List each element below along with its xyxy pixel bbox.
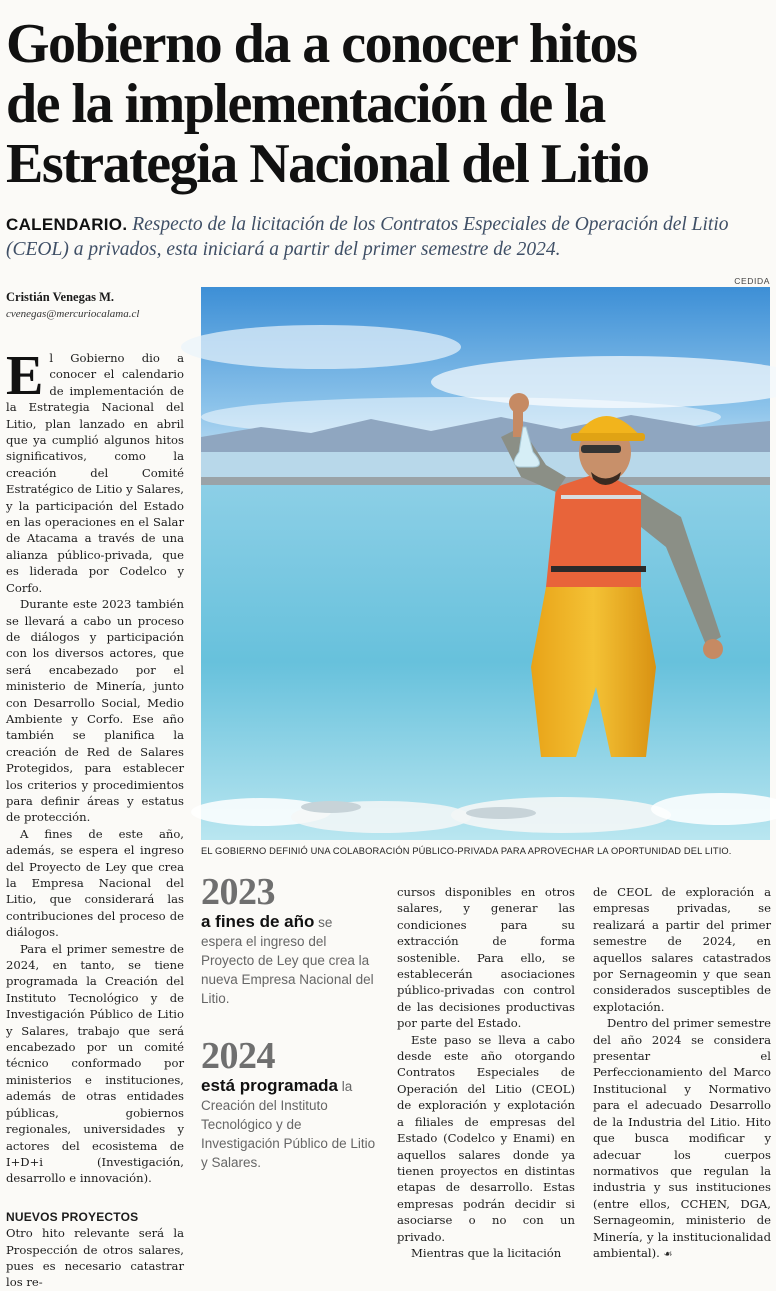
headline-line-3: Estrategia Nacional del Litio bbox=[6, 133, 649, 195]
deck-text: Respecto de la licitación de los Contratos Especiales de Operación del Litio (CEOL) a privados, esta iniciará a partir del primer semestre de 2024. bbox=[6, 214, 729, 260]
paragraph-3: A fines de este año, además, se espera el ingreso del Proyecto de Ley que crea la Empresa Nacional del Litio, que considerará las contribuciones del proceso de diálogos. bbox=[6, 826, 184, 940]
paragraph-1-text: l Gobierno dio a conocer el calendario de implementación de la Estrategia Nacional del Litio, plan lanzado en abril que ya cumplió algunos hitos significativos, como la creación del Comité Estratégico de Litio y Salares, y la participación del Estado en las operaciones en el Salar de Atacama a través de una alianza público-privada, que es liderada por Codelco y Corfo. bbox=[6, 351, 184, 595]
article-photo bbox=[201, 287, 770, 840]
body-column-4 bbox=[593, 884, 771, 1263]
deck-kicker: CALENDARIO. bbox=[6, 215, 128, 234]
paragraph-4: Para el primer semestre de 2024, en tanto, se tiene programada la Creación del Instituto Tecnológico y de Investigación Público de Litio y Salares, trabajo que será encabezado por un comité técnico conformado por ministerios e instituciones, además de otras entidades públicas, gobiernos regionales, universidades y actores del ecosistema de I+D+i (Investigación, desarrollo e innovación). bbox=[6, 941, 184, 1186]
byline-email: cvenegas@mercuriocalama.cl bbox=[6, 308, 140, 320]
deck bbox=[6, 212, 768, 262]
photo-illustration bbox=[201, 287, 770, 840]
body-column-1 bbox=[6, 345, 184, 1291]
photo-credit: CEDIDA bbox=[734, 276, 770, 286]
headline-line-1: Gobierno da a conocer hitos bbox=[6, 13, 637, 75]
timeline-lead: a fines de año bbox=[201, 912, 315, 931]
timeline-item bbox=[201, 1036, 377, 1172]
subhead-nuevos-proyectos: NUEVOS PROYECTOS bbox=[6, 1209, 139, 1224]
byline bbox=[6, 290, 196, 320]
paragraph-1 bbox=[6, 345, 184, 596]
photo-caption: EL GOBIERNO DEFINIÓ UNA COLABORACIÓN PÚBLICO-PRIVADA PARA APROVECHAR LA OPORTUNIDAD DEL LITIO. bbox=[201, 846, 732, 856]
timeline-item bbox=[201, 872, 377, 1008]
timeline-year: 2024 bbox=[201, 1035, 275, 1077]
paragraph-8: Mientras que la licitación bbox=[411, 1245, 562, 1260]
timeline-year: 2023 bbox=[201, 871, 275, 913]
timeline-text bbox=[201, 912, 377, 1008]
paragraph-10 bbox=[593, 1015, 771, 1263]
body-column-3 bbox=[397, 884, 575, 1261]
headline bbox=[6, 14, 770, 194]
paragraph-9: de CEOL de exploración a empresas privadas, se realizará a partir del primer semestre de 2024, en aquellos salares catastrados por Sernageomin y que sean considerados susceptibles de explotación. bbox=[593, 885, 771, 1014]
timeline-lead: está programada bbox=[201, 1076, 338, 1095]
paragraph-5: Otro hito relevante será la Prospección de otros salares, pues es necesario catastrar los re- bbox=[6, 1226, 184, 1290]
dropcap: E bbox=[6, 345, 44, 407]
timeline-detail: la Creación del Instituto Tecnológico y de Investigación Público de Litio y Salares. bbox=[201, 1079, 376, 1170]
end-mark-icon: ☙ bbox=[663, 1248, 673, 1260]
timeline-text bbox=[201, 1076, 377, 1172]
paragraph-6: cursos disponibles en otros salares, y generar las condiciones para su extracción de forma sostenible. Para ello, se establecerán asociaciones público-privadas con control de las decisiones productivas por parte del Estado. bbox=[397, 885, 575, 1031]
headline-line-2: de la implementación de la bbox=[6, 73, 605, 135]
timeline-detail: se espera el ingreso del Proyecto de Ley que crea la nueva Empresa Nacional del Litio. bbox=[201, 915, 374, 1006]
timeline bbox=[201, 872, 377, 1172]
paragraph-7: Este paso se lleva a cabo desde este año otorgando Contratos Especiales de Operación del Litio (CEOL) de exploración y explotación a filiales de empresas del Estado (Codelco y Enami) en aquellos salares donde ya tienen proyectos en distintas etapas de desarrollo. Estas empresas podrán decidir si asociarse o no con un privado. bbox=[397, 1032, 575, 1244]
paragraph-2: Durante este 2023 también se llevará a cabo un proceso de diálogos y participación con los diversos actores, que será encabezado por el ministerio de Minería, junto con Desarrollo Social, Medio Ambiente y Corfo. Ese año también se planifica la creación de Red de Salares Protegidos, para establecer los criterios y procedimientos para definir áreas y estatus de protección. bbox=[6, 597, 184, 825]
byline-author: Cristián Venegas M. bbox=[6, 290, 114, 304]
paragraph-10-text: Dentro del primer semestre del año 2024 se considera presentar el Perfeccionamiento del Marco Institucional y Normativo para el adecuado Desarrollo de la Industria del Litio. Hito que busca modificar y adecuar los cuerpos normativos que regulan la industria y sus instituciones (entre ellos, CCHEN, DGA, Sernageomin, ministerio de Minería, y la institucionalidad ambiental). bbox=[593, 1016, 771, 1260]
